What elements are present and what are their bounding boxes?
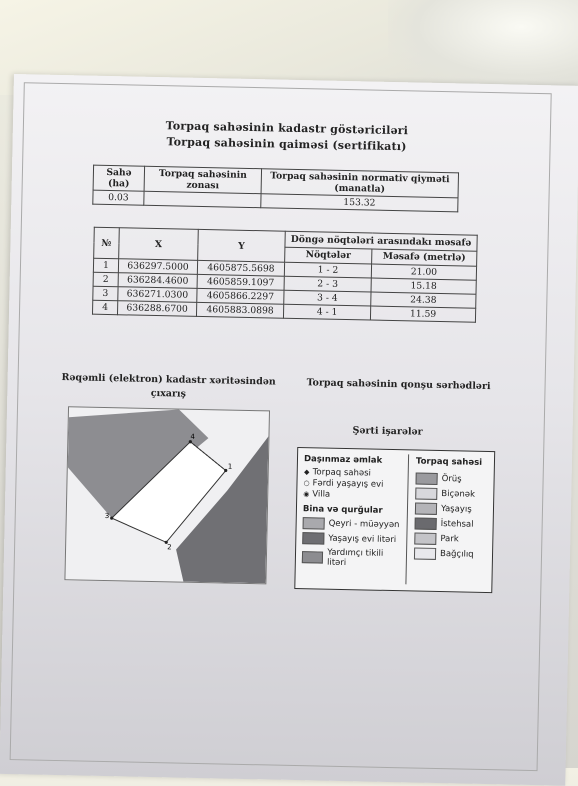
x-value: 636297.5000 xyxy=(118,259,197,275)
row-number: 1 xyxy=(93,258,118,273)
distance-value: 21.00 xyxy=(371,264,476,280)
circle-icon: ○ xyxy=(303,479,310,488)
villa-icon: ◉ xyxy=(303,490,310,499)
legend-item xyxy=(414,547,490,561)
point-3-label: 3 xyxy=(104,511,110,521)
page-border xyxy=(10,82,552,771)
map-caption-line-2: çıxarış xyxy=(150,387,187,400)
point-1-label: 1 xyxy=(227,462,233,471)
neighbors-caption: Torpaq sahəsinin qonşu sərhədləri xyxy=(306,377,491,393)
points-value: 1 - 2 xyxy=(284,262,371,278)
legend-item xyxy=(303,489,403,501)
legend-buildings-header: Bina və qurğular xyxy=(302,504,383,516)
legend-item-label: Park xyxy=(440,534,459,545)
legend-item xyxy=(414,532,490,546)
row-number: 3 xyxy=(93,286,118,301)
swatch xyxy=(415,517,437,529)
header-distance: Məsafə (metrlə) xyxy=(372,249,477,267)
point-2-label: 2 xyxy=(167,543,172,552)
map-caption xyxy=(58,372,278,402)
header-x: X xyxy=(119,228,199,261)
title-line-1: Torpaq sahəsinin kadastr göstəriciləri xyxy=(165,119,409,138)
legend-item-label: Yaşayış xyxy=(440,504,472,515)
legend-box xyxy=(294,447,495,593)
swatch xyxy=(415,473,437,485)
plastic-wrap xyxy=(388,0,578,90)
cadastral-map xyxy=(64,406,270,584)
certificate-page xyxy=(0,74,578,786)
legend-item-label: Villa xyxy=(312,489,331,500)
price-value: 153.32 xyxy=(261,194,458,212)
points-value: 3 - 4 xyxy=(284,290,371,306)
legend-item-label: Qeyri - müəyyən xyxy=(328,518,400,531)
swatch xyxy=(415,487,437,499)
legend-item-label: Torpaq sahəsi xyxy=(312,467,372,479)
legend-item xyxy=(415,502,491,516)
header-distance-group: Döngə nöqtələri arasındakı məsafə xyxy=(285,231,477,251)
legend-item xyxy=(303,478,403,490)
swatch xyxy=(302,532,324,544)
legend-item-label: Yardımçı tikili litəri xyxy=(326,547,384,569)
summary-table xyxy=(92,165,459,213)
title-line-2: Torpaq sahəsinin qaiməsi (sertifikatı) xyxy=(166,135,407,154)
legend-item xyxy=(302,547,402,569)
legend-item xyxy=(415,517,491,531)
legend-item xyxy=(303,517,403,531)
zone-value xyxy=(144,191,261,207)
legend-real-estate-header: Daşınmaz əmlak xyxy=(303,454,383,466)
x-value: 636288.6700 xyxy=(117,301,196,317)
map-caption-line-1: Rəqəmli (elektron) kadastr xəritəsindən xyxy=(61,372,276,388)
legend-item xyxy=(415,473,491,487)
area-value: 0.03 xyxy=(93,190,144,205)
legend-divider xyxy=(405,454,409,584)
swatch xyxy=(414,547,436,559)
legend-item-label: Bağçılıq xyxy=(439,549,474,560)
y-value: 4605859.1097 xyxy=(197,274,284,290)
x-value: 636284.4600 xyxy=(118,273,197,289)
points-value: 4 - 1 xyxy=(283,304,370,320)
legend-item-label: Yaşayış evi litəri xyxy=(328,533,397,546)
row-number: 4 xyxy=(92,300,117,315)
header-price: Torpaq sahəsinin normativ qiyməti (manatla) xyxy=(261,169,458,198)
point-4-label: 4 xyxy=(190,432,195,441)
legend-left-column xyxy=(302,454,404,569)
legend-item-label: Biçənək xyxy=(441,489,476,500)
legend-item-label: İstehsal xyxy=(440,519,474,530)
swatch xyxy=(303,517,325,529)
y-value: 4605866.2297 xyxy=(197,288,284,304)
row-number: 2 xyxy=(93,272,118,287)
legend-right-column xyxy=(414,457,492,562)
swatch xyxy=(302,551,323,563)
x-value: 636271.0300 xyxy=(118,287,197,303)
y-value: 4605883.0898 xyxy=(196,302,283,318)
swatch xyxy=(414,532,436,544)
header-y: Y xyxy=(198,229,286,262)
legend-land-header: Torpaq sahəsi xyxy=(415,456,483,468)
legend-item-label: Örüş xyxy=(441,474,462,485)
point-icon: ◆ xyxy=(303,468,310,477)
y-value: 4605875.5698 xyxy=(197,260,284,276)
legend-title: Şərti işarələr xyxy=(352,425,423,438)
header-area: Sahə (ha) xyxy=(93,165,145,191)
legend-item-label: Fərdi yaşayış evi xyxy=(312,478,384,490)
coordinates-table xyxy=(92,227,478,323)
legend-item xyxy=(304,467,404,479)
swatch xyxy=(415,502,437,514)
map-drawing xyxy=(65,407,269,583)
points-value: 2 - 3 xyxy=(284,276,371,292)
legend-item xyxy=(415,487,491,501)
header-no: № xyxy=(94,227,120,259)
header-points: Nöqtələr xyxy=(285,247,372,264)
distance-value: 11.59 xyxy=(370,306,475,322)
legend-item xyxy=(302,532,402,546)
distance-value: 15.18 xyxy=(371,278,476,294)
header-zone: Torpaq sahəsinin zonası xyxy=(144,166,261,193)
distance-value: 24.38 xyxy=(371,292,476,308)
